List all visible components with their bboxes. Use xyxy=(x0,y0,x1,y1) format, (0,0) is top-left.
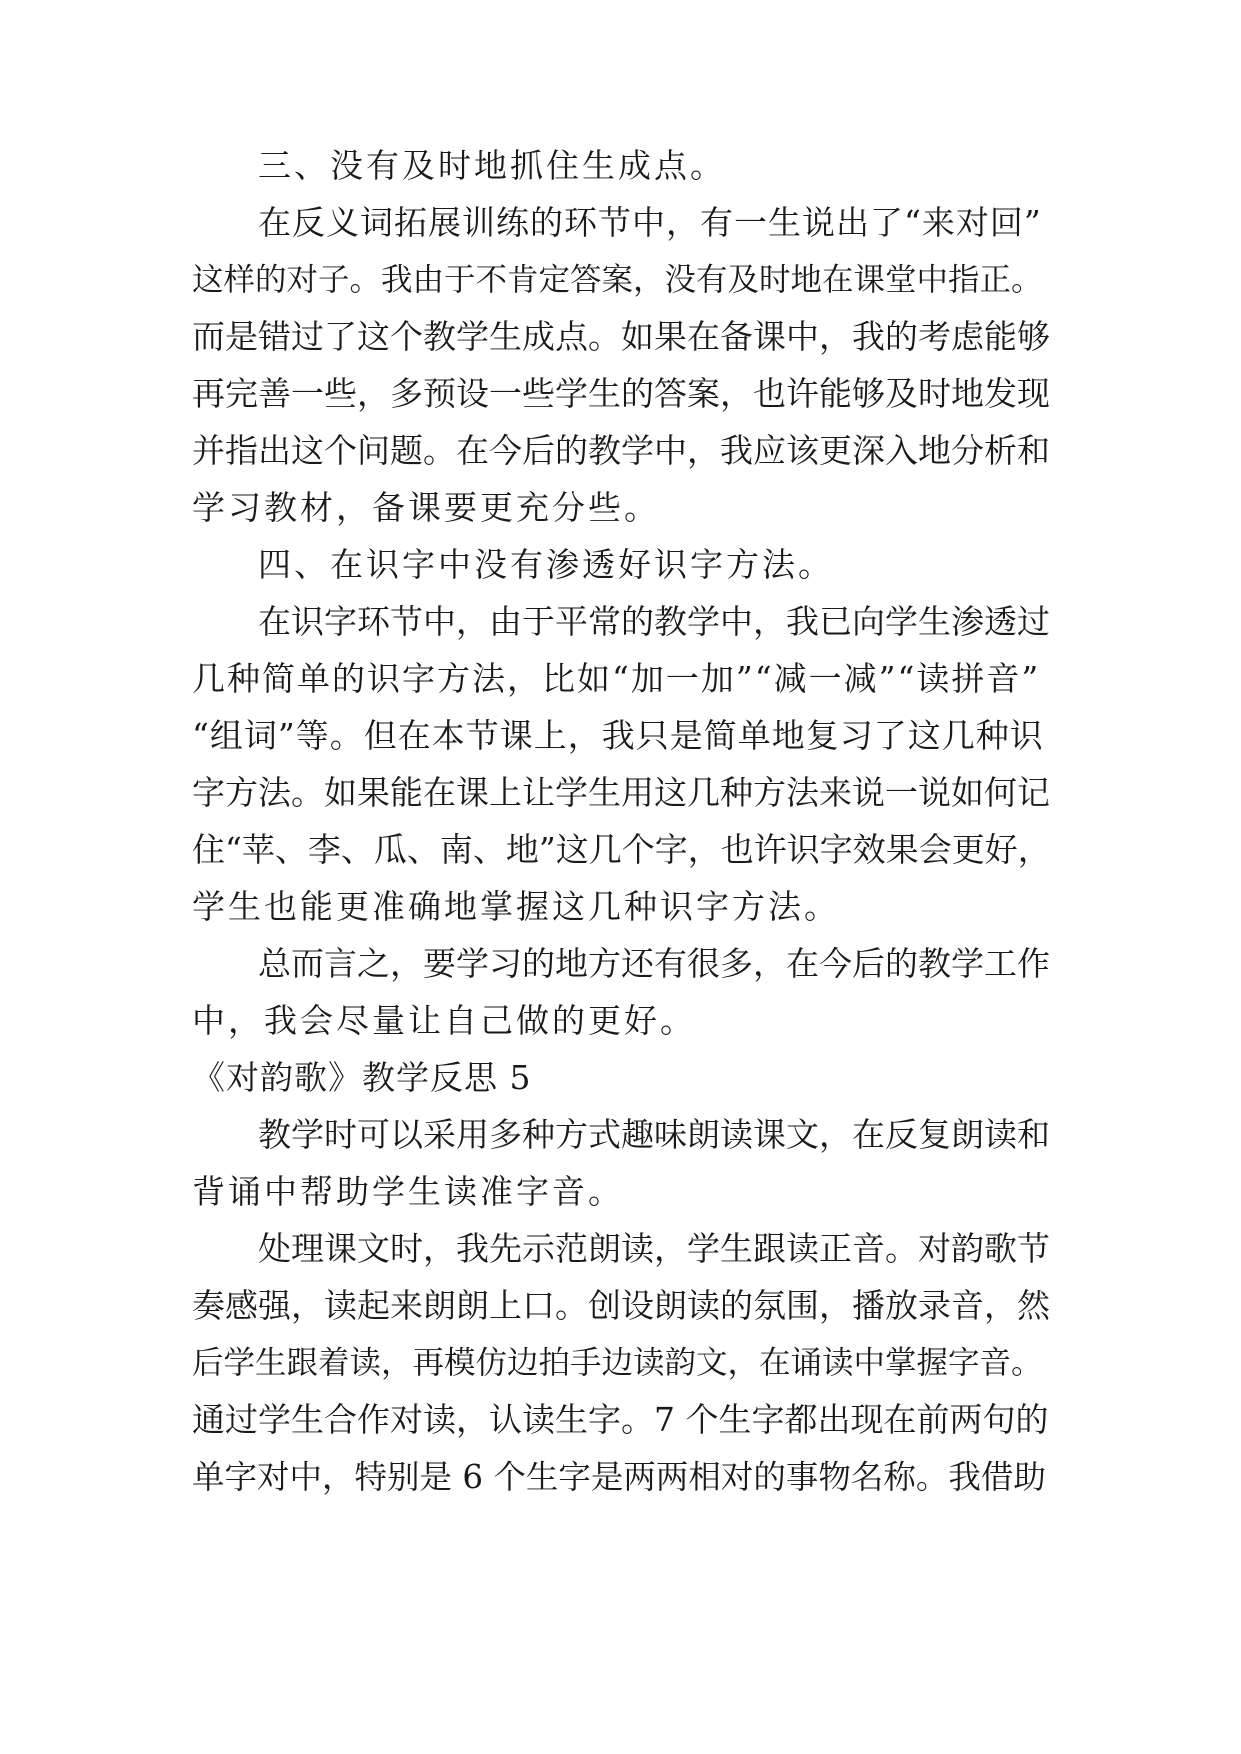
paragraph-line: 教学时可以采用多种方式趣味朗读课文，在反复朗读和 xyxy=(258,1115,1050,1154)
paragraph-line: 住“苹、李、瓜、南、地”这几个字，也许识字效果会更好， xyxy=(192,830,1051,869)
paragraph-line: 在反义词拓展训练的环节中，有一生说出了“来对回” xyxy=(258,203,1042,242)
paragraph-line: 单字对中，特别是 6 个生字是两两相对的事物名称。我借助 xyxy=(192,1458,1046,1496)
paragraph-line: 再完善一些，多预设一些学生的答案，也许能够及时地发现 xyxy=(192,374,1050,413)
paragraph-line: 这样的对子。我由于不肯定答案，没有及时地在课堂中指正。 xyxy=(192,262,1043,298)
section-heading-4: 四、在识字中没有渗透好识字方法。 xyxy=(258,545,834,584)
section-title: 《对韵歌》教学反思 5 xyxy=(192,1058,532,1097)
paragraph-line: 通过学生合作对读，认读生字。7 个生字都出现在前两句的 xyxy=(192,1400,1049,1439)
paragraph-line: 学习教材，备课要更充分些。 xyxy=(192,488,660,527)
paragraph-line: 学生也能更准确地掌握这几种识字方法。 xyxy=(192,887,840,926)
paragraph-line: 奏感强，读起来朗朗上口。创设朗读的氛围，播放录音，然 xyxy=(192,1286,1050,1325)
paragraph-line: 几种简单的识字方法，比如“加一加”“减一减”“读拼音” xyxy=(192,659,1041,698)
paragraph-line: “组词”等。但在本节课上，我只是简单地复习了这几种识 xyxy=(192,716,1044,755)
paragraph-line: 背诵中帮助学生读准字音。 xyxy=(192,1172,624,1211)
section-heading-3: 三、没有及时地抓住生成点。 xyxy=(258,146,726,185)
paragraph-line: 中，我会尽量让自己做的更好。 xyxy=(192,1001,696,1040)
paragraph-line: 而是错过了这个教学生成点。如果在备课中，我的考虑能够 xyxy=(192,317,1050,356)
paragraph-line: 在识字环节中，由于平常的教学中，我已向学生渗透过 xyxy=(258,602,1050,641)
paragraph-line: 后学生跟着读，再模仿边拍手边读韵文，在诵读中掌握字音。 xyxy=(192,1345,1043,1381)
paragraph-line: 并指出这个问题。在今后的教学中，我应该更深入地分析和 xyxy=(192,431,1050,470)
paragraph-line: 字方法。如果能在课上让学生用这几种方法来说一说如何记 xyxy=(192,773,1050,812)
paragraph-line: 总而言之，要学习的地方还有很多，在今后的教学工作 xyxy=(258,944,1050,983)
paragraph-line: 处理课文时，我先示范朗读，学生跟读正音。对韵歌节 xyxy=(258,1229,1050,1268)
